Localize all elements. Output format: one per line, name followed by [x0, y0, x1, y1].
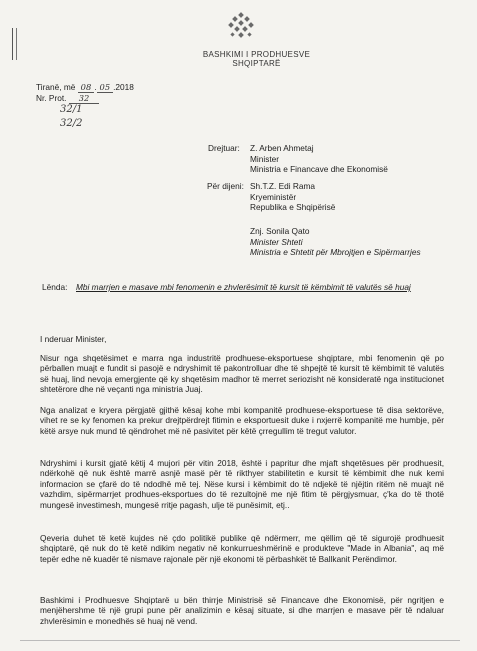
- organization-name-line1: BASHKIMI I PRODHUESVE: [202, 50, 311, 59]
- handwritten-note-1: 32/1: [60, 104, 83, 115]
- cc-label: Për dijeni:: [207, 181, 244, 191]
- cc-recipient-1: [250, 181, 335, 213]
- protocol-number: 32: [69, 94, 100, 104]
- place-label: Tiranë, më: [36, 82, 76, 92]
- date-year: 2018: [115, 82, 134, 92]
- addressee-label: Drejtuar:: [208, 143, 240, 153]
- addressee-title: Minister: [250, 153, 280, 164]
- cc2-title: Minister Shteti: [250, 236, 303, 247]
- subject-label: Lënda:: [42, 282, 68, 292]
- subject-text: Mbi marrjen e masave mbi fenomenin e zhvlerësimit të kursit të këmbimit të valutës së huaj: [76, 282, 411, 292]
- cc1-organization: Republika e Shqipërisë: [250, 202, 336, 212]
- margin-staple-mark: [12, 28, 17, 60]
- cc2-name: Znj. Sonila Qato: [250, 226, 310, 236]
- body-paragraph-4: Qeveria duhet të ketë kujdes në çdo politikë publike që ndërmerr, me qëllim që të sigurojë prodhuesit shqiptarë, që nuk do të ketë ndikim negativ në konkurrueshmërinë e produkteve "Made in Albania", aq më tepër edhe në kuadër të nismave rajonale për një ekonomi të përbashkët të Ballkanit Perëndimor.: [40, 533, 444, 564]
- body-paragraph-5: Bashkimi i Prodhuesve Shqiptarë u bën thirrje Ministrisë së Financave dhe Ekonomisë, për ngritjen e menjëhershme të një grupi pune për analizimin e kësaj situate, si dhe marrjen e masave për të ndaluar zhvlerësimin e monedhës së huaj në vend.: [40, 595, 444, 626]
- cc2-organization: Ministria e Shtetit për Mbrojtjen e Sipërmarrjes: [250, 247, 421, 257]
- addressee-organization: Ministria e Financave dhe Ekonomisë: [250, 164, 388, 174]
- cc1-title: Kryeministër: [250, 191, 297, 202]
- handwritten-note-2: 32/2: [60, 118, 83, 129]
- date-month: 05: [97, 83, 114, 93]
- protocol-line: [36, 93, 99, 104]
- cc1-name: Sh.T.Z. Edi Rama: [250, 181, 316, 191]
- organization-name-line2: SHQIPTARË: [232, 59, 281, 68]
- addressee-name: Z. Arben Ahmetaj: [250, 143, 314, 153]
- organization-logo-icon: [226, 12, 256, 42]
- salutation: I nderuar Minister,: [40, 334, 107, 344]
- protocol-label: Nr. Prot.: [36, 93, 67, 103]
- body-paragraph-2: Nga analizat e kryera përgjatë gjithë kësaj kohe mbi kompanitë prodhuese-eksportuese të disa sektorëve, vihet re se ky fenomen ka prekur drejtpërdrejt fitimin e eksportuesit duke i nxjerrë kompanitë me humbje, për këtë arsye nuk mund të qëndrohet më në pasivitet për këtë çrregullim të tregut valutor.: [40, 405, 444, 436]
- body-paragraph-3: Ndryshimi i kursit gjatë këtij 4 mujori për vitin 2018, është i papritur dhe mjaft shqetësues për prodhuesit, ndërkohë që nuk është marrë asnjë masë për të rikthyer stabilitetin e kursit të këmbimit dhe nuk kemi informacion se çfarë do të ndodhë më tej. Nëse kursi i këmbimit do të ndjekë të njëjtin ritëm në muajt në vazhdim, sipërmarrjet prodhues-eksportues do të rezultojnë me një fitim të përgjysmuar, ç'ka do të thotë mungesë investimesh, mungesë rritje pagash, ulje të punësimit, etj..: [40, 458, 444, 510]
- cc-recipient-2: [250, 226, 421, 258]
- addressee-block: [250, 143, 388, 175]
- date-day: 08: [78, 83, 95, 93]
- date-line: Tiranë, më 08 . 05 .2018: [36, 82, 134, 92]
- footer-divider: [20, 640, 460, 641]
- body-paragraph-1: Nisur nga shqetësimet e marra nga industritë prodhuese-eksportuese shqiptare, mbi fenomenin që po përballen muajt e fundit si pasojë e ndryshimit të pakontrolluar dhe të shpejtë të kursit të këmbimit të valutës së huaj, lind nevoja emergjente që ky shqetësim madhor të merret seriozisht në konsideratë nga institucionet shtetërore dhe në veçanti nga ministria Juaj.: [40, 353, 444, 395]
